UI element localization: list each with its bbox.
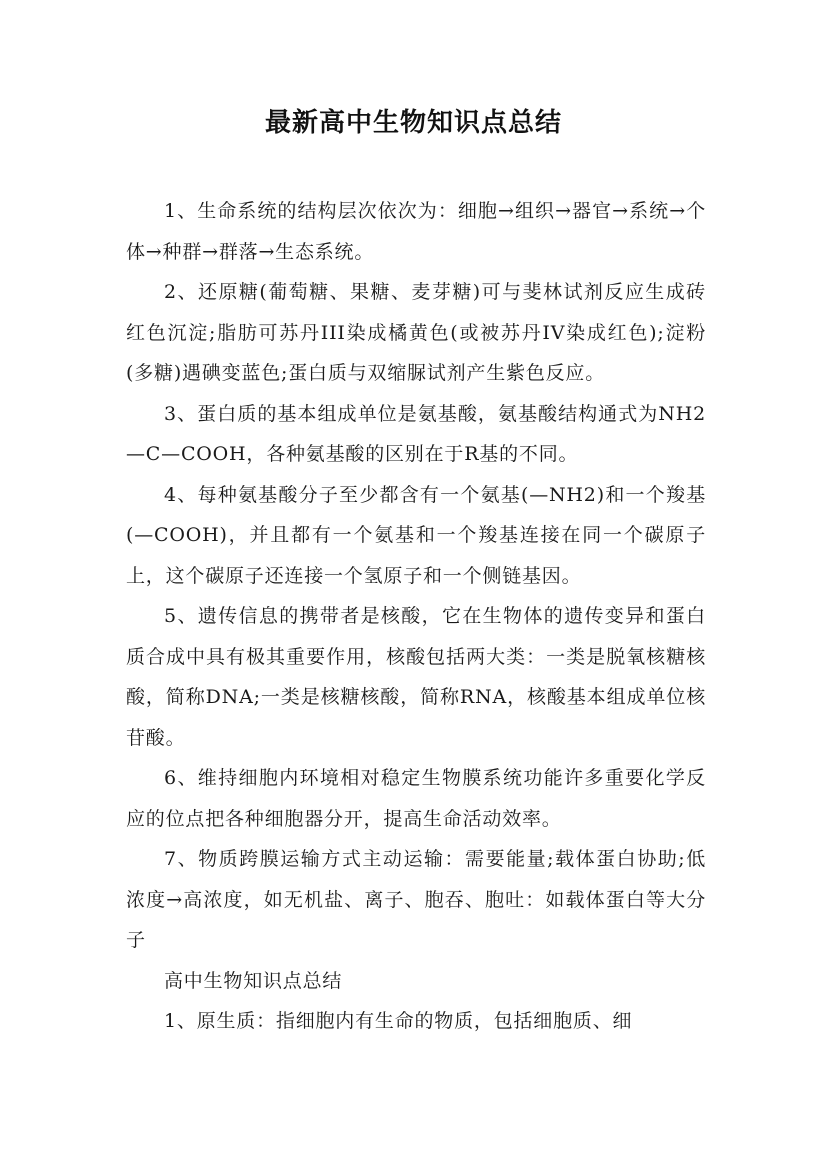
paragraph-2: 2、还原糖(葡萄糖、果糖、麦芽糖)可与斐林试剂反应生成砖红色沉淀;脂肪可苏丹III染成橘黄色(或被苏丹IV染成红色);淀粉(多糖)遇碘变蓝色;蛋白质与双缩脲试剂产生紫色反应。 <box>126 281 706 384</box>
paragraph-1: 1、生命系统的结构层次依次为：细胞→组织→器官→系统→个体→种群→群落→生态系统。 <box>126 200 706 263</box>
paragraph-5: 5、遗传信息的携带者是核酸，它在生物体的遗传变异和蛋白质合成中具有极其重要作用，核酸包括两大类：一类是脱氧核糖核酸，简称DNA;一类是核糖核酸，简称RNA，核酸基本组成单位核苷酸。 <box>126 605 706 749</box>
paragraph-6: 6、维持细胞内环境相对稳定生物膜系统功能许多重要化学反应的位点把各种细胞器分开，提高生命活动效率。 <box>126 767 706 830</box>
document-title: 最新高中生物知识点总结 <box>264 108 562 138</box>
paragraph-4: 4、每种氨基酸分子至少都含有一个氨基(—NH2)和一个羧基(—COOH)，并且都有一个氨基和一个羧基连接在同一个碳原子上，这个碳原子还连接一个氢原子和一个侧链基因。 <box>126 483 706 587</box>
paragraph-8: 1、原生质：指细胞内有生命的物质，包括细胞质、细 <box>164 1010 633 1032</box>
paragraph-7: 7、物质跨膜运输方式主动运输：需要能量;载体蛋白协助;低浓度→高浓度，如无机盐、离子、胞吞、胞吐：如载体蛋白等大分子 <box>126 848 706 951</box>
section-heading: 高中生物知识点总结 <box>164 969 343 992</box>
document-body <box>126 191 706 1042</box>
paragraph-3: 3、蛋白质的基本组成单位是氨基酸，氨基酸结构通式为NH2—C—COOH，各种氨基酸的区别在于R基的不同。 <box>126 402 706 465</box>
